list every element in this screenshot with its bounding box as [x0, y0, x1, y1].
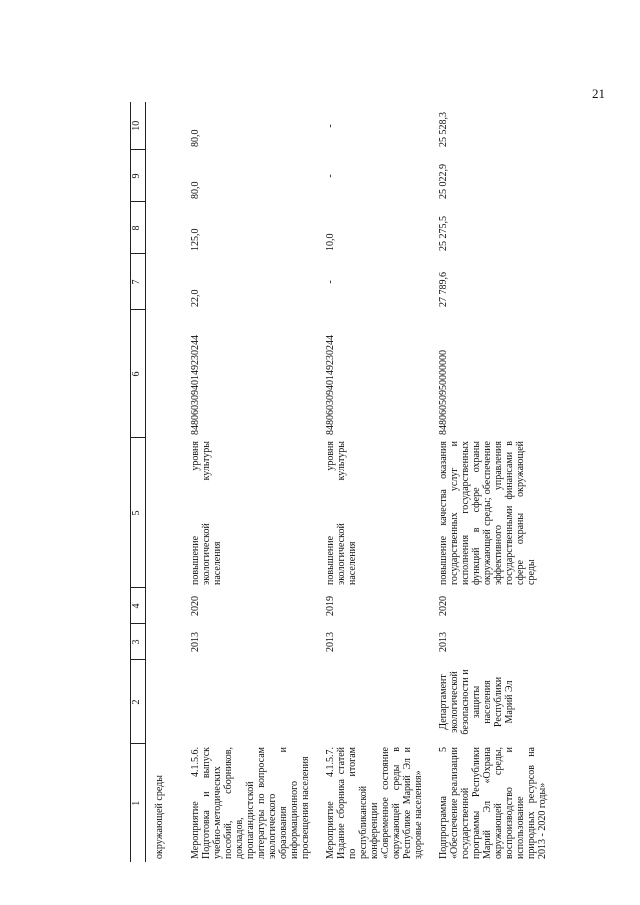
page-number: 21 — [592, 86, 605, 101]
start-year: 2013 — [190, 632, 201, 652]
header-cell: 5 — [131, 438, 146, 588]
end-year: 2020 — [190, 596, 201, 616]
executor — [313, 660, 426, 744]
budget-code: 84806030940149230244 — [325, 335, 336, 435]
amount-col-8: 10,0 — [325, 233, 336, 251]
activity-name: Мероприятие 4.1.5.6. Подготовка и выпуск учебно-методических пособий, сборников, докладов, пропагандистской литературы по вопросам экологического образования и информационного просвещения населения — [190, 747, 311, 859]
end-year: 2020 — [438, 596, 449, 616]
end-year: 2019 — [325, 596, 336, 616]
amount-col-10: 25 528,3 — [438, 112, 449, 147]
activity-name: Подпрограмма 5 «Обеспечение реализации государственной программы Республики Марий Эл «Охрана окружающей среды, воспроизводство и использование природных ресурсов на 2013 - 2020 годы» — [438, 747, 548, 859]
amount-col-9: - — [325, 174, 336, 178]
header-cell: 7 — [131, 254, 146, 310]
header-cell: 2 — [131, 660, 146, 744]
header-cell: 3 — [131, 624, 146, 660]
amount-col-7: - — [325, 280, 336, 284]
executor: Департамент экологической безопасности и защиты населения Республики Марий Эл — [438, 669, 515, 735]
amount-col-7: 22,0 — [190, 289, 201, 307]
header-cell: 1 — [131, 744, 146, 862]
continuation-text: окружающей среды — [154, 775, 165, 859]
expected-result: повышение качества оказания государственных услуг и исполнения государственных функций в сфере охраны окружающей среды; обеспечение эффективного управления государственными финансами в сфере охраны окружающей среды — [438, 441, 537, 585]
budget-code: 84806050950000000 — [438, 350, 449, 435]
amount-col-9: 25 022,9 — [438, 164, 449, 199]
header-cell: 10 — [131, 102, 146, 150]
executor — [178, 660, 313, 744]
header-cell: 4 — [131, 588, 146, 624]
header-row — [131, 102, 146, 862]
start-year: 2013 — [325, 632, 336, 652]
start-year: 2013 — [438, 632, 449, 652]
amount-col-10: 80,0 — [190, 129, 201, 147]
header-cell: 8 — [131, 202, 146, 254]
amount-col-8: 25 275,5 — [438, 216, 449, 251]
rotated-table-wrapper — [130, 102, 635, 862]
budget-table — [130, 102, 580, 862]
header-cell: 9 — [131, 150, 146, 202]
expected-result: повышение уровня экологической культуры населения — [190, 441, 223, 585]
amount-col-9: 80,0 — [190, 181, 201, 199]
header-cell: 6 — [131, 310, 146, 438]
continuation-row — [146, 102, 179, 862]
amount-col-7: 27 789,6 — [438, 272, 449, 307]
amount-col-8: 125,0 — [190, 228, 201, 251]
table-row — [313, 102, 426, 862]
expected-result: повышение уровня экологической культуры населения — [325, 441, 358, 585]
activity-name: Мероприятие 4.1.5.7. Издание сборника статей по итогам республиканской конференции «Современное состояние окружающей среды в Республике Марий Эл и здоровье населения» — [325, 747, 424, 859]
table-row — [178, 102, 313, 862]
budget-code: 84806030940149230244 — [190, 335, 201, 435]
table-row — [426, 102, 580, 862]
amount-col-10: - — [325, 124, 336, 128]
